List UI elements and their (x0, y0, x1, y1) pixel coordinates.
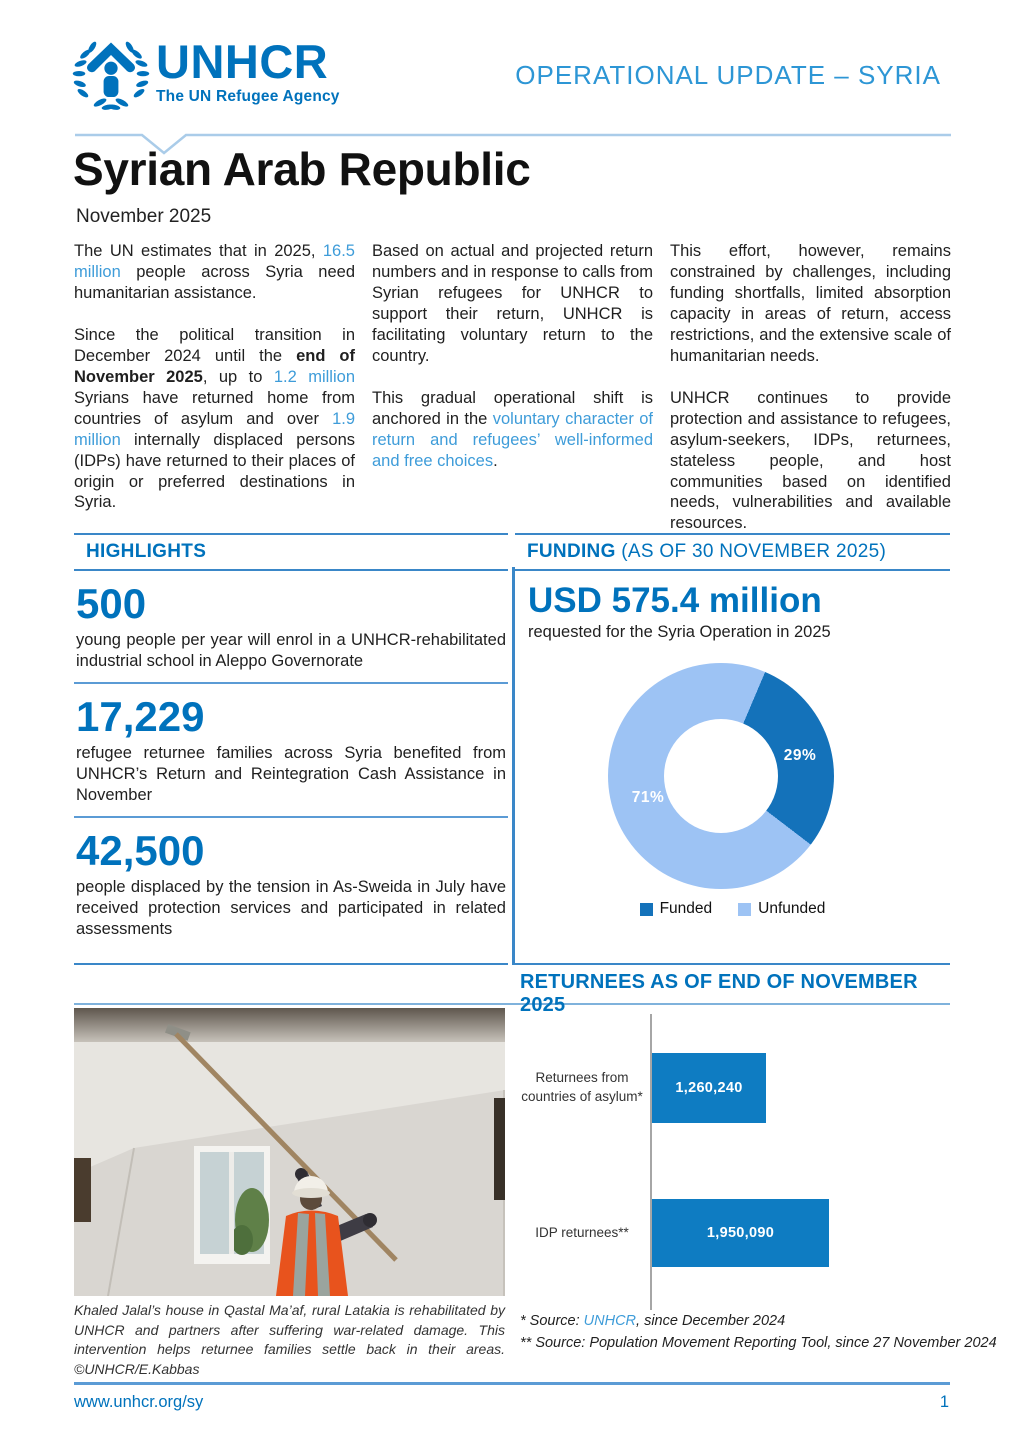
page-number: 1 (939, 1393, 949, 1411)
unhcr-logo (72, 35, 340, 114)
text-segment: . (493, 451, 498, 470)
legend-item-unfunded (738, 900, 825, 918)
doc-type-heading: OPERATIONAL UPDATE – SYRIA (515, 60, 941, 90)
paragraph (74, 241, 355, 304)
text-segment: Based on actual and projected return numbers and in response to calls from Syrian refugees for UNHCR to support their return, UNHCR is facilitating voluntary return to the country. (372, 242, 653, 365)
inline-link[interactable]: 1.2 million (273, 367, 355, 386)
legend-item-funded (640, 900, 713, 918)
donut-hole (664, 719, 778, 833)
funded-swatch-icon (640, 903, 653, 916)
highlight-value: 17,229 (76, 693, 205, 741)
inline-link[interactable]: voluntary character of return and refugees’ well-informed and free choices (372, 409, 653, 470)
footer-link[interactable]: www.unhcr.org/sy (74, 1393, 204, 1411)
bar-category-label: IDP returnees** (535, 1224, 629, 1240)
intro-column-1 (74, 241, 355, 555)
donut-label-funded: 29% (783, 747, 817, 764)
footer-divider (74, 1382, 950, 1385)
funding-section (515, 533, 950, 965)
bar-value-label: 1,950,090 (706, 1225, 775, 1241)
highlight-text: young people per year will enrol in a UNHCR-rehabilitated industrial school in Aleppo Governorate (76, 631, 506, 671)
inline-link[interactable]: UNHCR (583, 1313, 637, 1329)
returnees-heading: RETURNEES AS OF END OF NOVEMBER 2025 (520, 971, 918, 1016)
text-segment: The UN estimates that in 2025, (74, 242, 323, 260)
funding-heading-suffix: (AS OF 30 NOVEMBER 2025) (615, 541, 887, 562)
logo-tagline: The UN Refugee Agency (156, 87, 340, 105)
funding-legend (515, 900, 950, 918)
highlight-value: 500 (76, 580, 147, 627)
text-segment: This effort, however, remains constrained by challenges, including funding shortfalls, limited absorption capacity in areas of return, access restrictions, and the extensive scale of humanitarian needs. (670, 242, 951, 365)
text-segment: UNHCR continues to provide protection and assistance to refugees, asylum-seekers, IDPs, returnees, stateless people, and host communities based on identified needs, vulnerabilities and available resources. (670, 388, 951, 533)
inline-link[interactable]: 16.5 million (74, 242, 355, 281)
text-segment: ** Source: Population Movement Reporting Tool, since 27 November 2024 (520, 1335, 997, 1352)
source-note-1 (520, 1310, 952, 1332)
text-segment: This gradual operational shift is anchored in the (372, 388, 653, 428)
photo-caption: Khaled Jalal’s house in Qastal Ma’af, rural Latakia is rehabilitated by UNHCR and partners after suffering war-related damage. This intervention helps returnee families settle back in their areas. ©UNHCR/E.Kabbas (74, 1302, 505, 1377)
paragraph (74, 325, 355, 514)
bar-category-label: Returnees from countries of asylum* (521, 1070, 643, 1104)
paragraph (670, 241, 951, 367)
highlight-value: 42,500 (76, 827, 205, 875)
paragraph (670, 388, 951, 535)
inline-link[interactable]: 1.9 million (74, 409, 355, 449)
chart-sources (520, 1310, 997, 1355)
text-segment: internally displaced persons (IDPs) have returned to their places of origin or preferred destinations in Syria. (74, 430, 355, 512)
highlight-text: refugee returnee families across Syria benefited from UNHCR’s Return and Reintegration Cash Assistance in November (76, 744, 506, 805)
highlight-item (74, 818, 508, 950)
text-segment: end of November 2025 (74, 346, 355, 386)
paragraph (372, 241, 653, 367)
legend-label: Funded (659, 900, 713, 917)
funding-donut (608, 663, 834, 889)
returnees-bar-chart (520, 1010, 950, 1310)
funding-heading-label: FUNDING (527, 541, 616, 562)
bar-idp-returnees (652, 1199, 829, 1267)
funding-caption: requested for the Syria Operation in 2025 (528, 623, 831, 641)
field-photo (74, 1008, 505, 1296)
intro-column-3 (670, 241, 951, 555)
highlight-item (74, 684, 508, 818)
text-segment: Syrians have returned home from countries of asylum and over (74, 388, 355, 428)
legend-label: Unfunded (758, 900, 826, 917)
text-segment: , since December 2024 (636, 1313, 786, 1329)
text-segment: Since the political transition in December 2024 until the (74, 325, 355, 365)
bar-returnees-asylum (652, 1053, 766, 1123)
logo-wordmark: UNHCR (156, 35, 329, 88)
funding-heading (515, 533, 950, 571)
text-segment: , up to (202, 367, 274, 386)
source-note-2 (520, 1332, 997, 1354)
report-date: November 2025 (76, 206, 212, 227)
text-segment: * Source: (520, 1313, 584, 1329)
funding-amount: USD 575.4 million (528, 581, 822, 620)
highlight-text: people displaced by the tension in As-Sweida in July have received protection services and participated in related assessments (76, 878, 506, 939)
unfunded-swatch-icon (738, 903, 751, 916)
paragraph (372, 388, 653, 472)
highlights-heading: HIGHLIGHTS (74, 533, 508, 571)
highlight-item (74, 571, 508, 684)
page-title: Syrian Arab Republic (73, 143, 531, 195)
highlights-section (74, 533, 508, 965)
unhcr-emblem-icon (72, 38, 150, 114)
intro-column-2 (372, 241, 653, 555)
bar-value-label: 1,260,240 (675, 1080, 743, 1096)
photo-illustration (74, 1008, 505, 1296)
donut-label-unfunded: 71% (631, 789, 665, 806)
intro-text (74, 241, 952, 555)
text-segment: people across Syria need humanitarian assistance. (74, 262, 355, 302)
